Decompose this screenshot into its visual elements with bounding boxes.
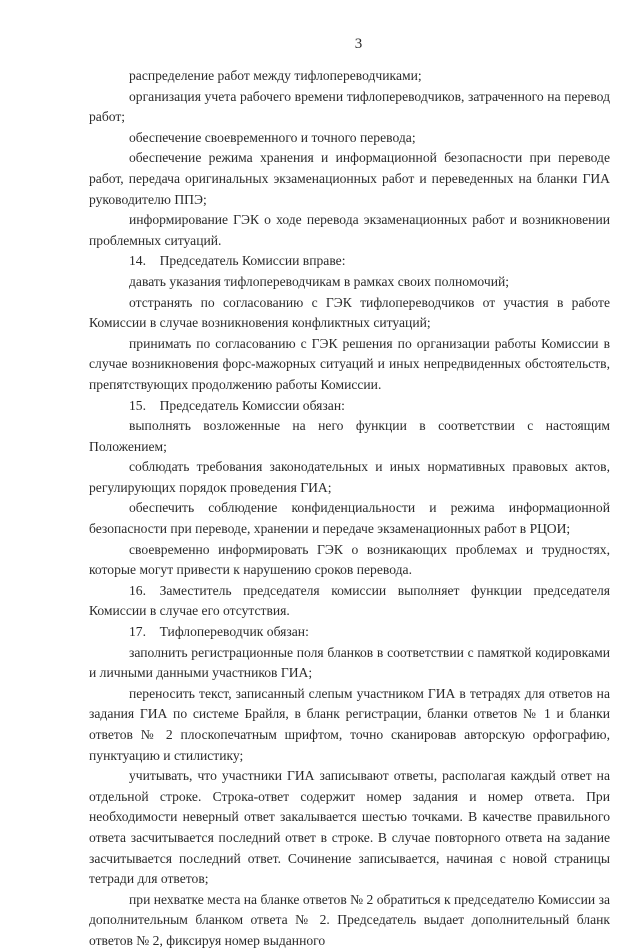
paragraph: при нехватке места на бланке ответов № 2 обратиться к председателю Комиссии за дополнительным бланком ответа № 2. Председатель выдает дополнительный бланк ответов № 2, фиксируя номер выданного [89, 891, 610, 948]
paragraph: принимать по согласованию с ГЭК решения по организации работы Комиссии в случае возникновения форс-мажорных ситуаций и иных непредвиденных обстоятельств, препятствующих продолжению работы Комиссии. [89, 335, 610, 392]
page-number: 3 [354, 36, 363, 52]
clause-17-heading: 17. Тифлопереводчик обязан: [129, 624, 309, 640]
clause-15-heading: 15. Председатель Комиссии обязан: [129, 397, 345, 413]
paragraph: распределение работ между тифлопереводчиками; [129, 68, 422, 83]
paragraph: заполнить регистрационные поля бланков в соответствии с памяткой кодировками и личными данными участников ГИА; [89, 644, 610, 681]
paragraph: учитывать, что участники ГИА записывают ответы, располагая каждый ответ на отдельной строке. Строка-ответ содержит номер задания и номер ответа. При необходимости неверный ответ закалывается шестью точками. В качестве правильного ответа засчитывается последний ответ в строке. В случае повторного ответа на задание засчитывается последний ответ. Сочинение записывается, начиная с новой страницы тетради для ответов; [89, 768, 610, 887]
paragraph: своевременно информировать ГЭК о возникающих проблемах и трудностях, которые могут привести к нарушению сроков перевода. [89, 541, 610, 578]
paragraph: обеспечение режима хранения и информационной безопасности при переводе работ, передача оригинальных экзаменационных работ и переведенных на бланки ГИА руководителю ППЭ; [89, 150, 610, 207]
paragraph: организация учета рабочего времени тифлопереводчиков, затраченного на перевод работ; [89, 88, 610, 125]
paragraph: переносить текст, записанный слепым участником ГИА в тетрадях для ответов на задания ГИА по системе Брайля, в бланк регистрации, бланки ответов № 1 и бланки ответов № 2 плоскопечатным шрифтом, точно сканировав авторскую орфографию, пунктуацию и стилистику; [89, 685, 610, 763]
clause-16: 16. Заместитель председателя комиссии выполняет функции председателя Комиссии в случае его отсутствия. [89, 582, 610, 619]
paragraph: обеспечить соблюдение конфиденциальности и режима информационной безопасности при переводе, хранении и передаче экзаменационных работ в РЦОИ; [89, 500, 610, 537]
paragraph: информирование ГЭК о ходе перевода экзаменационных работ и возникновении проблемных ситуаций. [89, 212, 610, 248]
paragraph: обеспечение своевременного и точного перевода; [129, 129, 416, 145]
paragraph: давать указания тифлопереводчикам в рамках своих полномочий; [129, 273, 510, 289]
paragraph: соблюдать требования законодательных и иных нормативных правовых актов, регулирующих порядок проведения ГИА; [89, 459, 610, 495]
paragraph: отстранять по согласованию с ГЭК тифлопереводчиков от участия в работе Комиссии в случае возникновения конфликтных ситуаций; [89, 294, 610, 331]
clause-14-heading: 14. Председатель Комиссии вправе: [129, 253, 346, 269]
paragraph: выполнять возложенные на него функции в соответствии с настоящим Положением; [89, 418, 610, 454]
